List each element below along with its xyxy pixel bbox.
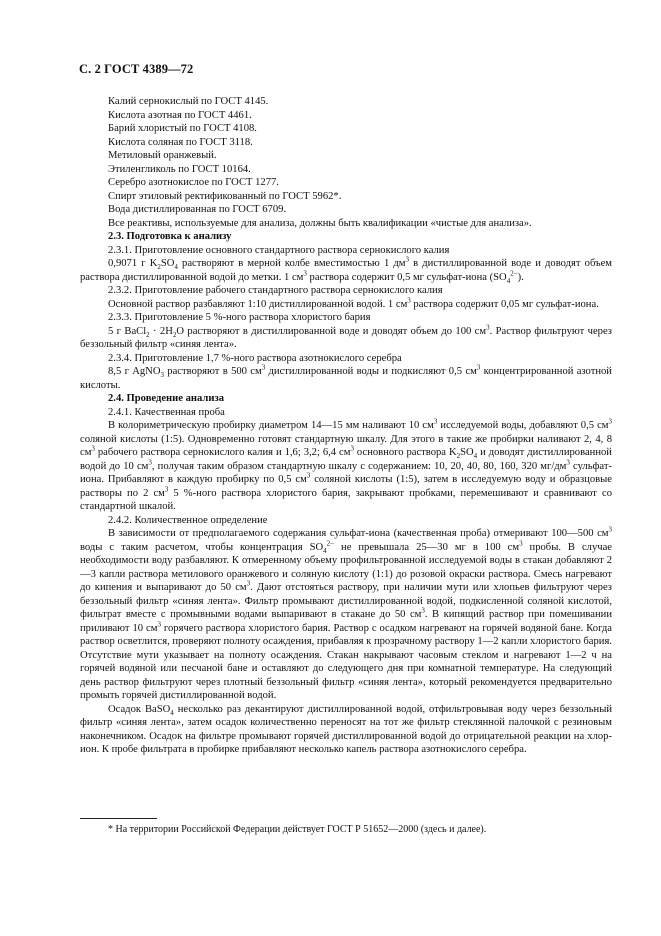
reagent-list [80, 95, 612, 217]
paragraph: 2.3.1. Приготовление основного стандартного раствора сернокислого калия [108, 244, 450, 256]
reagent-item: Кислота соляная по ГОСТ 3118. [108, 136, 253, 148]
paragraph: Основной раствор разбавляют 1:10 дистиллированной водой. 1 $см^3$ раствора содержит 0,05 мг сульфат-иона. [108, 295, 599, 310]
paragraph: 2.3.2. Приготовление рабочего стандартного раствора сернокислого калия [108, 285, 443, 296]
reagent-item: Кислота азотная по ГОСТ 4461. [108, 109, 252, 121]
paragraph: В колориметрическую пробирку диаметром 14—15 мм наливают 10 $см^3$ исследуемой воды, добавляют 0,5 $см^3$ соляной кислоты (1:5). Одновременно готовят стандартную шкалу. Для этого в такие же пробирки наливают 2, 4, 8 $см^3$ рабочего раствора сернокислого калия и 1,6; 3,2; 6,4 $см^3$ основного раствора $K_2SO_4$ и доводят дистиллированной водой до 10 $см^3$, получая таким образом стандартную шкалу с содержанием: 10, 20, 40, 80, 160, 320 $мг/дм^3$ сульфат-иона. Прибавляют в каждую пробирку по 0,5 $см^3$ соляной кислоты (1:5), затем в исследуемую воду и образцовые растворы по 2 $см^3$ 5 %-ного раствора хлористого бария, закрывают пробками, перемешивают и сравнивают со стандартной шкалой. [80, 417, 612, 512]
reagent-item: Вода дистиллированная по ГОСТ 6709. [108, 204, 287, 215]
reagent-item: Спирт этиловый ректификованный по ГОСТ 5962*. [108, 190, 342, 202]
reagent-item: Барий хлористый по ГОСТ 4108. [108, 123, 257, 134]
paragraph: 2.3.4. Приготовление 1,7 %-ного раствора азотнокислого серебра [108, 352, 402, 364]
reagent-item: Этиленгликоль по ГОСТ 10164. [108, 163, 251, 175]
paragraph: 2.4.2. Количественное определение [108, 514, 268, 526]
paragraph: Все реактивы, используемые для анализа, должны быть квалификации «чистые для анализа». [108, 217, 532, 229]
section-heading: 2.3. Подготовка к анализу [108, 231, 232, 242]
paragraph: 8,5 г AgNO$_3$ растворяют в 500 $см^3$ дистиллированной воды и подкисляют 0,5 $см^3$ концентрированной азотной кислоты. [80, 363, 612, 391]
document-body [80, 95, 612, 757]
page-header: С. 2 ГОСТ 4389—72 [79, 62, 194, 76]
reagent-item: Серебро азотнокислое по ГОСТ 1277. [108, 177, 279, 188]
paragraph: 2.3.3. Приготовление 5 %-ного раствора хлористого бария [108, 312, 371, 323]
paragraph: 0,9071 г $K_2SO_4$ растворяют в мерной колбе вместимостью 1 $дм^3$ в дистиллированной воде и доводят объем раствора дистиллированной водой до метки. 1 $см^3$ раствора содержит 0,5 мг сульфат-иона $(SO_4^{2-})$. [80, 255, 612, 285]
footnote-rule [80, 818, 157, 819]
paragraph: Осадок BaSO$_4$ несколько раз декантируют дистиллированной водой, отфильтровывая воду через беззольный фильтр «синяя лента», затем осадок количественно переносят на тот же фильтр стеклянной палочкой с резиновым наконечником. Осадок на фильтре промывают горячей дистиллированной водой до отрицательной реакции на хлор-ион. К пробе фильтрата в пробирке прибавляют несколько капель раствора азотнокислого серебра. [80, 703, 612, 755]
paragraphs [80, 217, 612, 757]
paragraph: В зависимости от предполагаемого содержания сульфат-иона (качественная проба) отмеривают 100—500 $см^3$ воды с таким расчетом, чтобы концентрация $SO_4^{2-}$ не превышала 25—30 мг в 100 $см^3$ пробы. В случае необходимости воду разбавляют. К отмеренному объему профильтрованной исследуемой воды в стакан добавляют 2—3 капли раствора метилового оранжевого и соляную кислоту (1:1) до розовой окраски раствора. Смесь нагревают до кипения и выпаривают до 50 $см^3$. Дают отстояться раствору, при наличии мути или хлопьев фильтруют через беззольный фильтр «синяя лента». Фильтр промывают дистиллированной водой, подкисленной соляной кислотой, фильтрат вместе с промывными водами выпаривают в стакане до 50 $см^3$. В кипящий раствор при помешивании приливают 10 $см^3$ горячего раствора хлористого бария. Раствор с осадком нагревают на горячей водяной бане. Когда раствор осветлится, проверяют полноту осаждения, прибавляя к прозрачному раствору 1—2 капли хлористого бария. Отсутствие мути указывает на полноту осаждения. Стакан накрывают часовым стеклом и нагревают 1—2 ч на горячей водяной или песчаной бане и оставляют до следующего дня при комнатной температуре. На следующий день раствор фильтруют через плотный беззольный фильтр «синяя лента», который рекомендуется предварительно промыть горячей дистиллированной водой. [80, 525, 613, 701]
paragraph: 2.4.1. Качественная проба [108, 406, 225, 418]
section-heading: 2.4. Проведение анализа [108, 393, 224, 404]
reagent-item: Метиловый оранжевый. [108, 150, 217, 161]
paragraph: 5 г BaCl$_2$ · $2H_2O$ растворяют в дистиллированной воде и доводят объем до 100 $см^3$. Раствор фильтруют через беззольный фильтр «синяя лента». [80, 322, 612, 350]
reagent-item: Калий сернокислый по ГОСТ 4145. [108, 96, 269, 107]
footnote: * На территории Российской Федерации действует ГОСТ Р 51652—2000 (здесь и далее). [108, 824, 487, 835]
